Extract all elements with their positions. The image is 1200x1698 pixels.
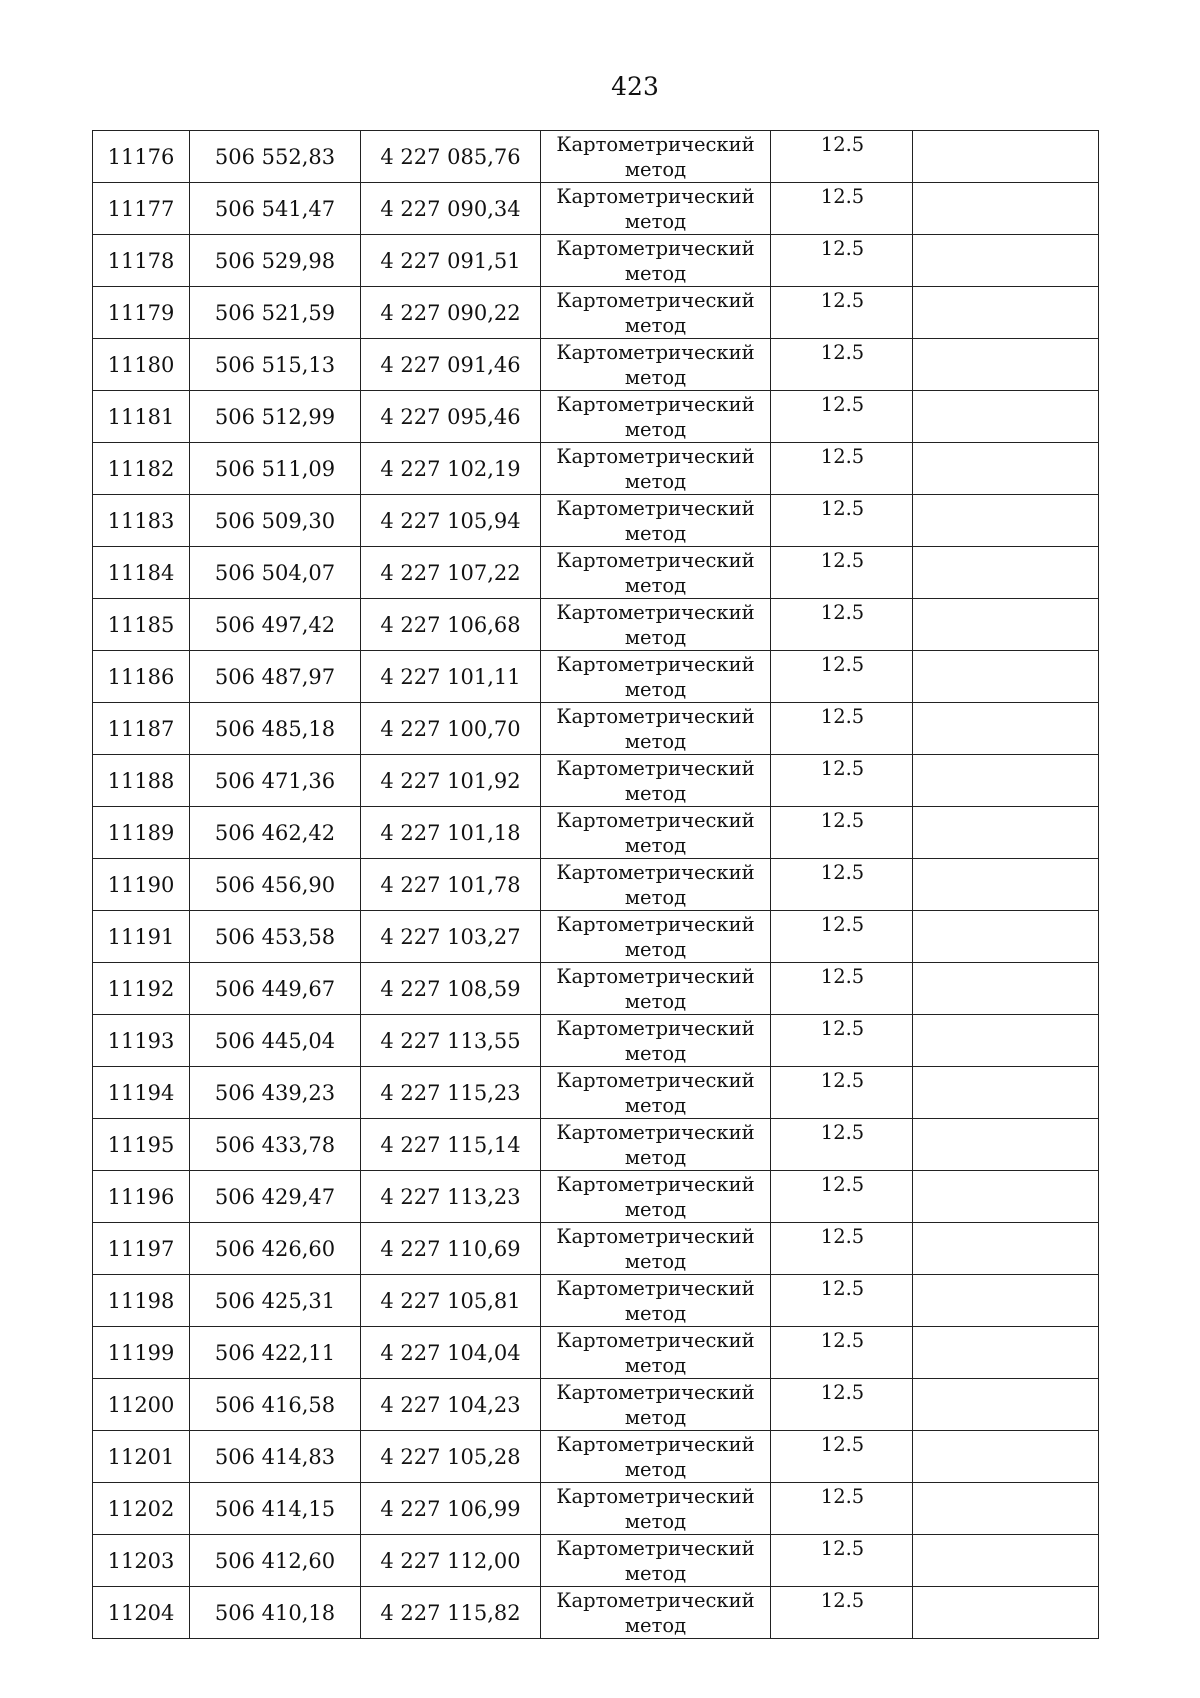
x-coordinate-cell: 506 422,11 [190,1327,361,1379]
table-row [93,287,1099,339]
note-cell [913,1483,1099,1535]
method-line: Картометрический [556,1121,755,1144]
y-coordinate-cell: 4 227 106,99 [361,1483,541,1535]
x-coordinate-cell: 506 497,42 [190,599,361,651]
accuracy-cell: 12.5 [771,1587,913,1639]
y-coordinate-cell: 4 227 104,23 [361,1379,541,1431]
x-coordinate-cell: 506 414,15 [190,1483,361,1535]
method-cell [541,1483,771,1535]
method-line: Картометрический [556,1433,755,1456]
accuracy-cell: 12.5 [771,287,913,339]
method-cell [541,287,771,339]
method-cell [541,807,771,859]
table-row [93,1379,1099,1431]
note-cell [913,599,1099,651]
note-cell [913,287,1099,339]
x-coordinate-cell: 506 541,47 [190,183,361,235]
method-cell [541,1327,771,1379]
x-coordinate-cell: 506 412,60 [190,1535,361,1587]
method-line: метод [624,1614,687,1637]
accuracy-cell: 12.5 [771,1431,913,1483]
note-cell [913,703,1099,755]
accuracy-cell: 12.5 [771,495,913,547]
note-cell [913,1067,1099,1119]
table-row [93,1015,1099,1067]
point-number-cell: 11188 [93,755,190,807]
method-line: метод [624,886,687,909]
method-line: метод [624,574,687,597]
note-cell [913,339,1099,391]
note-cell [913,391,1099,443]
y-coordinate-cell: 4 227 091,51 [361,235,541,287]
method-line: Картометрический [556,1329,755,1352]
y-coordinate-cell: 4 227 095,46 [361,391,541,443]
method-cell [541,443,771,495]
method-line: метод [624,678,687,701]
method-line: Картометрический [556,601,755,624]
method-line: метод [624,834,687,857]
method-line: метод [624,262,687,285]
method-line: Картометрический [556,497,755,520]
note-cell [913,807,1099,859]
method-line: метод [624,1146,687,1169]
table-row [93,1223,1099,1275]
x-coordinate-cell: 506 487,97 [190,651,361,703]
method-cell [541,1275,771,1327]
y-coordinate-cell: 4 227 107,22 [361,547,541,599]
y-coordinate-cell: 4 227 113,55 [361,1015,541,1067]
x-coordinate-cell: 506 552,83 [190,131,361,183]
x-coordinate-cell: 506 515,13 [190,339,361,391]
method-line: Картометрический [556,1225,755,1248]
table-row [93,1587,1099,1639]
point-number-cell: 11186 [93,651,190,703]
point-number-cell: 11182 [93,443,190,495]
x-coordinate-cell: 506 504,07 [190,547,361,599]
method-line: метод [624,938,687,961]
note-cell [913,1015,1099,1067]
point-number-cell: 11191 [93,911,190,963]
x-coordinate-cell: 506 509,30 [190,495,361,547]
table-row [93,1171,1099,1223]
method-cell [541,235,771,287]
x-coordinate-cell: 506 521,59 [190,287,361,339]
y-coordinate-cell: 4 227 105,81 [361,1275,541,1327]
y-coordinate-cell: 4 227 101,78 [361,859,541,911]
accuracy-cell: 12.5 [771,599,913,651]
method-line: метод [624,1562,687,1585]
method-line: Картометрический [556,289,755,312]
accuracy-cell: 12.5 [771,807,913,859]
y-coordinate-cell: 4 227 105,28 [361,1431,541,1483]
point-number-cell: 11183 [93,495,190,547]
point-number-cell: 11189 [93,807,190,859]
y-coordinate-cell: 4 227 101,11 [361,651,541,703]
method-line: метод [624,626,687,649]
table-row [93,131,1099,183]
x-coordinate-cell: 506 512,99 [190,391,361,443]
table-row [93,1275,1099,1327]
method-line: метод [624,470,687,493]
method-line: метод [624,990,687,1013]
table-row [93,807,1099,859]
method-line: Картометрический [556,549,755,572]
point-number-cell: 11179 [93,287,190,339]
method-line: Картометрический [556,1277,755,1300]
accuracy-cell: 12.5 [771,1379,913,1431]
method-line: Картометрический [556,965,755,988]
note-cell [913,963,1099,1015]
method-line: Картометрический [556,133,755,156]
x-coordinate-cell: 506 433,78 [190,1119,361,1171]
y-coordinate-cell: 4 227 104,04 [361,1327,541,1379]
note-cell [913,235,1099,287]
x-coordinate-cell: 506 445,04 [190,1015,361,1067]
x-coordinate-cell: 506 416,58 [190,1379,361,1431]
page-number: 423 [611,72,659,101]
table-row [93,495,1099,547]
accuracy-cell: 12.5 [771,391,913,443]
table-row [93,755,1099,807]
table-row [93,859,1099,911]
method-line: Картометрический [556,237,755,260]
method-line: Картометрический [556,1173,755,1196]
method-cell [541,339,771,391]
table-row [93,1327,1099,1379]
method-line: Картометрический [556,1485,755,1508]
table-row [93,1535,1099,1587]
x-coordinate-cell: 506 439,23 [190,1067,361,1119]
x-coordinate-cell: 506 456,90 [190,859,361,911]
point-number-cell: 11184 [93,547,190,599]
x-coordinate-cell: 506 471,36 [190,755,361,807]
method-line: Картометрический [556,653,755,676]
point-number-cell: 11195 [93,1119,190,1171]
method-cell [541,495,771,547]
method-cell [541,859,771,911]
accuracy-cell: 12.5 [771,1483,913,1535]
x-coordinate-cell: 506 485,18 [190,703,361,755]
table-row [93,339,1099,391]
y-coordinate-cell: 4 227 110,69 [361,1223,541,1275]
note-cell [913,495,1099,547]
accuracy-cell: 12.5 [771,1275,913,1327]
method-line: Картометрический [556,1069,755,1092]
point-number-cell: 11194 [93,1067,190,1119]
accuracy-cell: 12.5 [771,859,913,911]
note-cell [913,1379,1099,1431]
accuracy-cell: 12.5 [771,235,913,287]
method-line: метод [624,366,687,389]
accuracy-cell: 12.5 [771,339,913,391]
y-coordinate-cell: 4 227 106,68 [361,599,541,651]
method-cell [541,547,771,599]
table-row [93,1483,1099,1535]
table-row [93,443,1099,495]
method-cell [541,703,771,755]
accuracy-cell: 12.5 [771,703,913,755]
x-coordinate-cell: 506 453,58 [190,911,361,963]
method-line: метод [624,782,687,805]
method-line: метод [624,1510,687,1533]
table-row [93,183,1099,235]
method-cell [541,911,771,963]
point-number-cell: 11180 [93,339,190,391]
point-number-cell: 11196 [93,1171,190,1223]
note-cell [913,911,1099,963]
method-cell [541,1067,771,1119]
point-number-cell: 11193 [93,1015,190,1067]
method-cell [541,1587,771,1639]
method-line: метод [624,158,687,181]
note-cell [913,443,1099,495]
coordinates-table [92,130,1099,1639]
method-line: Картометрический [556,185,755,208]
method-line: метод [624,314,687,337]
point-number-cell: 11190 [93,859,190,911]
x-coordinate-cell: 506 462,42 [190,807,361,859]
method-line: метод [624,1406,687,1429]
accuracy-cell: 12.5 [771,183,913,235]
x-coordinate-cell: 506 410,18 [190,1587,361,1639]
method-cell [541,131,771,183]
accuracy-cell: 12.5 [771,1067,913,1119]
table-row [93,1119,1099,1171]
x-coordinate-cell: 506 426,60 [190,1223,361,1275]
note-cell [913,131,1099,183]
method-cell [541,755,771,807]
method-line: метод [624,1042,687,1065]
point-number-cell: 11185 [93,599,190,651]
method-cell [541,963,771,1015]
method-cell [541,651,771,703]
y-coordinate-cell: 4 227 112,00 [361,1535,541,1587]
coordinates-table-body [93,131,1099,1639]
accuracy-cell: 12.5 [771,547,913,599]
note-cell [913,1587,1099,1639]
method-line: Картометрический [556,705,755,728]
point-number-cell: 11181 [93,391,190,443]
method-cell [541,1535,771,1587]
method-line: Картометрический [556,393,755,416]
note-cell [913,859,1099,911]
note-cell [913,1223,1099,1275]
x-coordinate-cell: 506 511,09 [190,443,361,495]
note-cell [913,1119,1099,1171]
method-line: Картометрический [556,1589,755,1612]
accuracy-cell: 12.5 [771,1015,913,1067]
method-line: Картометрический [556,809,755,832]
point-number-cell: 11197 [93,1223,190,1275]
method-line: метод [624,1302,687,1325]
accuracy-cell: 12.5 [771,1223,913,1275]
point-number-cell: 11178 [93,235,190,287]
accuracy-cell: 12.5 [771,1535,913,1587]
table-row [93,1067,1099,1119]
note-cell [913,1275,1099,1327]
note-cell [913,1535,1099,1587]
table-row [93,599,1099,651]
accuracy-cell: 12.5 [771,131,913,183]
accuracy-cell: 12.5 [771,651,913,703]
method-line: метод [624,1354,687,1377]
x-coordinate-cell: 506 449,67 [190,963,361,1015]
note-cell [913,651,1099,703]
note-cell [913,1171,1099,1223]
method-cell [541,1119,771,1171]
method-line: метод [624,1250,687,1273]
method-line: метод [624,522,687,545]
method-line: метод [624,210,687,233]
table-row [93,911,1099,963]
accuracy-cell: 12.5 [771,911,913,963]
method-line: Картометрический [556,1381,755,1404]
y-coordinate-cell: 4 227 101,18 [361,807,541,859]
accuracy-cell: 12.5 [771,963,913,1015]
method-line: Картометрический [556,913,755,936]
table-row [93,1431,1099,1483]
point-number-cell: 11192 [93,963,190,1015]
table-row [93,235,1099,287]
note-cell [913,1327,1099,1379]
method-line: метод [624,730,687,753]
y-coordinate-cell: 4 227 115,23 [361,1067,541,1119]
x-coordinate-cell: 506 425,31 [190,1275,361,1327]
method-cell [541,1379,771,1431]
table-row [93,547,1099,599]
method-cell [541,1223,771,1275]
y-coordinate-cell: 4 227 102,19 [361,443,541,495]
point-number-cell: 11204 [93,1587,190,1639]
method-line: Картометрический [556,1017,755,1040]
y-coordinate-cell: 4 227 090,22 [361,287,541,339]
accuracy-cell: 12.5 [771,1171,913,1223]
method-cell [541,1015,771,1067]
x-coordinate-cell: 506 529,98 [190,235,361,287]
y-coordinate-cell: 4 227 115,14 [361,1119,541,1171]
table-row [93,703,1099,755]
point-number-cell: 11176 [93,131,190,183]
method-cell [541,599,771,651]
point-number-cell: 11187 [93,703,190,755]
point-number-cell: 11199 [93,1327,190,1379]
note-cell [913,1431,1099,1483]
method-line: Картометрический [556,757,755,780]
point-number-cell: 11177 [93,183,190,235]
accuracy-cell: 12.5 [771,1327,913,1379]
method-cell [541,183,771,235]
note-cell [913,547,1099,599]
note-cell [913,755,1099,807]
y-coordinate-cell: 4 227 105,94 [361,495,541,547]
x-coordinate-cell: 506 429,47 [190,1171,361,1223]
method-line: метод [624,418,687,441]
y-coordinate-cell: 4 227 100,70 [361,703,541,755]
point-number-cell: 11198 [93,1275,190,1327]
point-number-cell: 11201 [93,1431,190,1483]
method-line: Картометрический [556,861,755,884]
y-coordinate-cell: 4 227 108,59 [361,963,541,1015]
table-row [93,651,1099,703]
method-line: Картометрический [556,341,755,364]
point-number-cell: 11202 [93,1483,190,1535]
y-coordinate-cell: 4 227 085,76 [361,131,541,183]
y-coordinate-cell: 4 227 115,82 [361,1587,541,1639]
note-cell [913,183,1099,235]
table-row [93,391,1099,443]
method-cell [541,1431,771,1483]
method-line: Картометрический [556,445,755,468]
method-line: метод [624,1198,687,1221]
table-row [93,963,1099,1015]
x-coordinate-cell: 506 414,83 [190,1431,361,1483]
method-cell [541,391,771,443]
point-number-cell: 11200 [93,1379,190,1431]
method-line: метод [624,1458,687,1481]
accuracy-cell: 12.5 [771,1119,913,1171]
method-line: Картометрический [556,1537,755,1560]
y-coordinate-cell: 4 227 113,23 [361,1171,541,1223]
point-number-cell: 11203 [93,1535,190,1587]
method-line: метод [624,1094,687,1117]
y-coordinate-cell: 4 227 091,46 [361,339,541,391]
accuracy-cell: 12.5 [771,755,913,807]
accuracy-cell: 12.5 [771,443,913,495]
y-coordinate-cell: 4 227 090,34 [361,183,541,235]
y-coordinate-cell: 4 227 103,27 [361,911,541,963]
method-cell [541,1171,771,1223]
y-coordinate-cell: 4 227 101,92 [361,755,541,807]
